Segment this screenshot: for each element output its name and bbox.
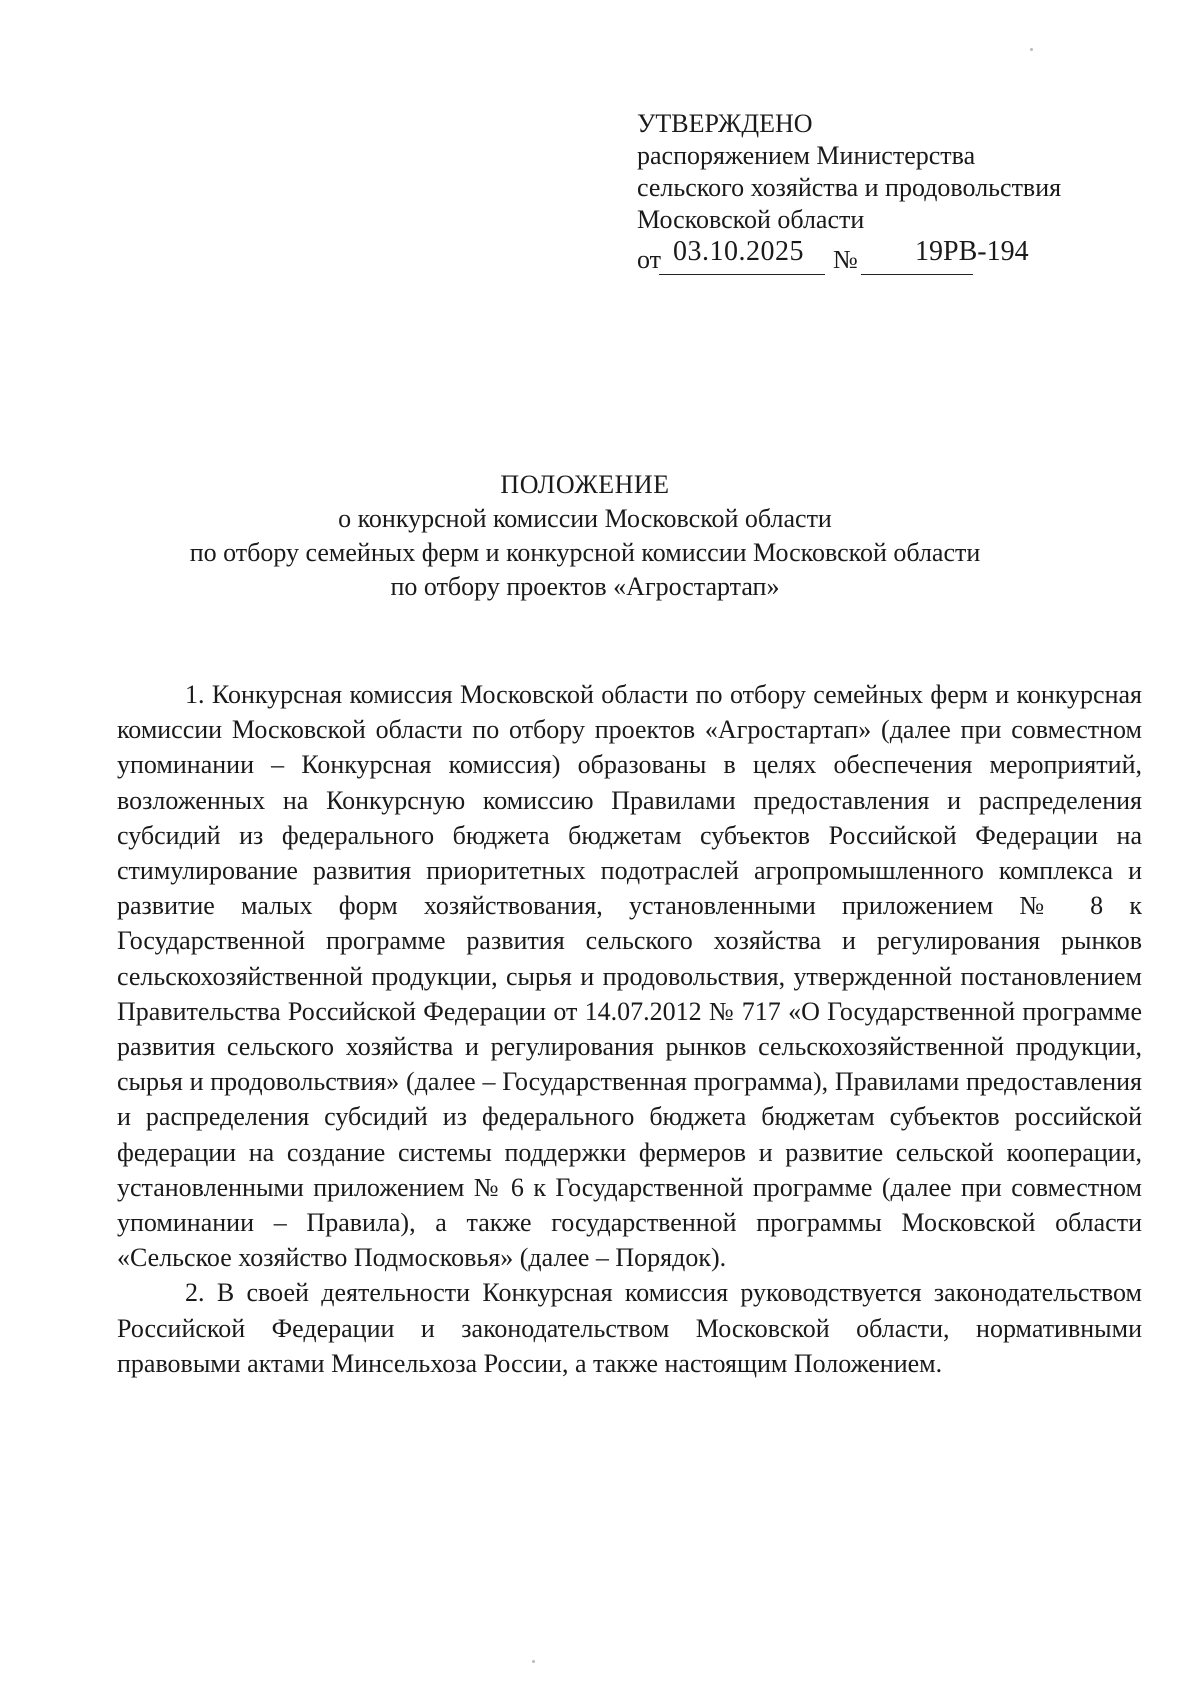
approval-block: [637, 108, 1117, 276]
title-line-1: о конкурсной комиссии Московской области: [338, 504, 832, 533]
approval-date-line: [637, 236, 1117, 276]
title-main: ПОЛОЖЕНИЕ: [500, 470, 670, 499]
paragraph-1: 1. Конкурсная комиссия Московской области по отбору семейных ферм и конкурсная комиссии Московской области по отбору проектов «Агростартап» (далее при совместном упоминании – Конкурсная комиссия) образованы в целях обеспечения мероприятий, возложенных на Конкурсную комиссию Правилами предоставления и распределения субсидий из федерального бюджета бюджетам субъектов Российской Федерации на стимулирование развития приоритетных подотраслей агропромышленного комплекса и развитие малых форм хозяйствования, установленными приложением № 8 к Государственной программе развития сельского хозяйства и регулирования рынков сельскохозяйственной продукции, сырья и продовольствия, утвержденной постановлением Правительства Российской Федерации от 14.07.2012 № 717 «О Государственной программе развития сельского хозяйства и регулирования рынков сельскохозяйственной продукции, сырья и продовольствия» (далее – Государственная программа), Правилами предоставления и распределения субсидий из федерального бюджета бюджетам субъектов российской федерации на создание системы поддержки фермеров и развитие сельской кооперации, установленными приложением № 6 к Государственной программе (далее при совместном упоминании – Правила), а также государственной программы Московской области «Сельское хозяйство Подмосковья» (далее – Порядок).: [117, 680, 1142, 1273]
number-sign: №: [833, 245, 858, 274]
title-line-3: по отбору проектов «Агростартап»: [390, 572, 780, 601]
approval-number: 19РВ-194: [915, 236, 1029, 267]
approval-heading: УТВЕРЖДЕНО: [637, 109, 813, 138]
approval-line-3: Московской области: [637, 205, 865, 234]
scan-speck: [532, 1660, 535, 1663]
approval-date: 03.10.2025: [673, 236, 804, 267]
paragraph-2: 2. В своей деятельности Конкурсная комиссия руководствуется законодательством Российской Федерации и законодательством Московской области, нормативными правовыми актами Минсельхоза России, а также настоящим Положением.: [117, 1278, 1142, 1378]
document-title: [60, 468, 1110, 604]
document-body: [117, 677, 1142, 1381]
date-underline: [659, 274, 825, 275]
approval-line-2: сельского хозяйства и продовольствия: [637, 173, 1062, 202]
approval-line-1: распоряжением Министерства: [637, 141, 976, 170]
from-label: от: [637, 245, 662, 274]
title-line-2: по отбору семейных ферм и конкурсной комиссии Московской области: [189, 538, 981, 567]
scan-speck: [1030, 48, 1033, 51]
number-underline: [861, 274, 973, 275]
